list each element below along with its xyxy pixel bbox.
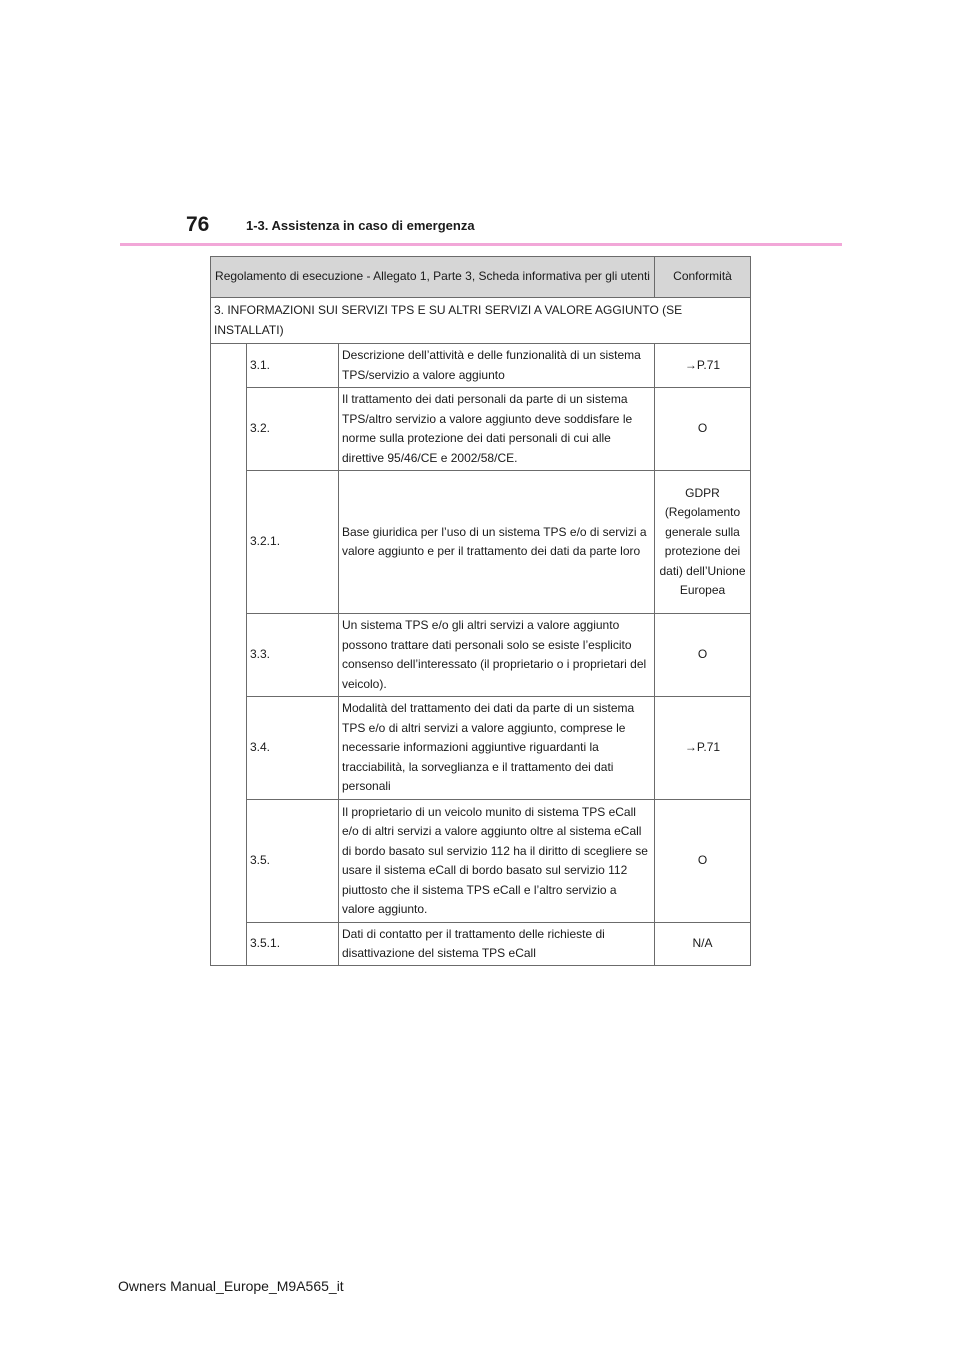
row-number: 3.4.: [247, 697, 339, 800]
row-conformity: O: [655, 388, 751, 471]
section-title: 1-3. Assistenza in caso di emergenza: [246, 218, 475, 233]
row-number: 3.2.1.: [247, 471, 339, 614]
header-divider: [120, 243, 842, 246]
row-conformity: →P.71: [655, 697, 751, 800]
row-number: 3.5.1.: [247, 923, 339, 966]
section-heading: 3. INFORMAZIONI SUI SERVIZI TPS E SU ALTRI SERVIZI A VALORE AGGIUNTO (SE INSTALLATI): [211, 298, 751, 344]
row-number: 3.1.: [247, 344, 339, 388]
table-row: [211, 388, 751, 471]
row-number: 3.5.: [247, 800, 339, 923]
table-row: [211, 344, 751, 388]
row-description: Il trattamento dei dati personali da parte di un sistema TPS/altro servizio a valore aggiunto deve soddisfare le norme sulla protezione dei dati personali di cui alle direttive 95/46/CE e 2002/58/CE.: [339, 388, 655, 471]
row-description: Base giuridica per l’uso di un sistema TPS e/o di servizi a valore aggiunto e per il trattamento dei dati da parte loro: [339, 471, 655, 614]
row-number: 3.3.: [247, 614, 339, 697]
table-row: [211, 923, 751, 966]
page-number: 76: [186, 213, 210, 236]
row-description: Il proprietario di un veicolo munito di sistema TPS eCall e/o di altri servizi a valore aggiunto oltre al sistema eCall di bordo basato sul servizio 112 ha il diritto di scegliere se usare il sistema eCall di bordo basato sul servizio 112 piuttosto che il sistema TPS eCall e l’altro servizio a valore aggiunto.: [339, 800, 655, 923]
header-conformity: Conformità: [655, 257, 751, 298]
section-heading-row: [211, 298, 751, 344]
table-row: [211, 697, 751, 800]
row-description: Modalità del trattamento dei dati da parte di un sistema TPS e/o di altri servizi a valore aggiunto, comprese le necessarie informazioni aggiuntive riguardanti la tracciabilità, la sorveglianza e il trattamento dei dati personali: [339, 697, 655, 800]
header-description: Regolamento di esecuzione - Allegato 1, Parte 3, Scheda informativa per gli utenti: [211, 257, 655, 298]
table-header-row: [211, 257, 751, 298]
footer-doc-id: Owners Manual_Europe_M9A565_it: [118, 1278, 344, 1294]
table-row: [211, 800, 751, 923]
table-row: [211, 614, 751, 697]
row-conformity: O: [655, 614, 751, 697]
row-conformity: →P.71: [655, 344, 751, 388]
row-conformity: O: [655, 800, 751, 923]
indent-cell: [211, 344, 247, 966]
table-row: [211, 471, 751, 614]
row-conformity: GDPR (Regolamento generale sulla protezione dei dati) dell’Unione Europea: [655, 471, 751, 614]
row-description: Un sistema TPS e/o gli altri servizi a valore aggiunto possono trattare dati personali solo se esiste l’esplicito consenso dell’interessato (il proprietario o i proprietari del veicolo).: [339, 614, 655, 697]
row-description: Dati di contatto per il trattamento delle richieste di disattivazione del sistema TPS eCall: [339, 923, 655, 966]
row-description: Descrizione dell’attività e delle funzionalità di un sistema TPS/servizio a valore aggiunto: [339, 344, 655, 388]
info-table: [210, 256, 751, 966]
row-conformity: N/A: [655, 923, 751, 966]
row-number: 3.2.: [247, 388, 339, 471]
